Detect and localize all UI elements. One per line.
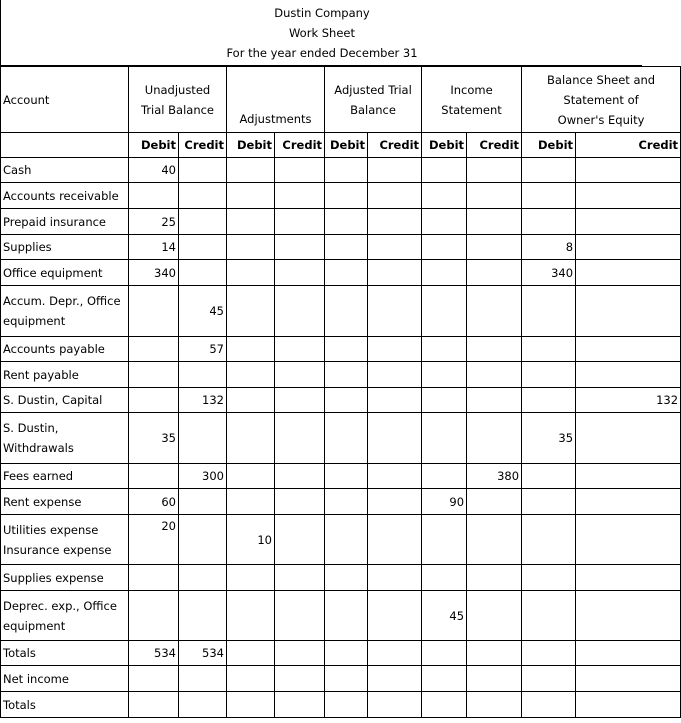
credit-cell <box>467 209 522 235</box>
credit-cell <box>275 515 325 565</box>
credit-cell <box>275 158 325 183</box>
credit-cell <box>576 413 681 464</box>
credit-cell <box>368 235 422 260</box>
debit-cell <box>227 209 275 235</box>
debit-cell <box>325 286 368 337</box>
table-row <box>1 388 681 413</box>
company-name: Dustin Company <box>274 6 370 20</box>
table-row <box>1 337 681 362</box>
debit-cell <box>422 666 467 692</box>
account-name-line: equipment <box>3 618 66 633</box>
group-line: Statement <box>441 102 502 117</box>
credit-cell: 132 <box>576 388 681 413</box>
debit-cell <box>325 158 368 183</box>
debit-cell <box>522 515 576 565</box>
group-line: Balance Sheet and <box>547 72 656 87</box>
debit-cell <box>227 158 275 183</box>
credit-cell <box>179 565 227 591</box>
credit-cell <box>275 209 325 235</box>
credit-cell <box>467 337 522 362</box>
group-income-statement <box>422 67 522 133</box>
credit-header: Credit <box>467 133 522 158</box>
debit-cell <box>422 158 467 183</box>
table-row <box>1 641 681 666</box>
debit-cell <box>129 591 179 641</box>
account-name: Net income <box>1 666 129 692</box>
account-name: Cash <box>1 158 129 183</box>
credit-cell <box>275 692 325 718</box>
credit-cell <box>179 260 227 286</box>
account-name <box>1 591 129 641</box>
table-row <box>1 260 681 286</box>
account-name <box>1 515 129 565</box>
debit-cell <box>227 666 275 692</box>
account-name-line: S. Dustin, <box>3 421 59 435</box>
debit-cell <box>227 413 275 464</box>
debit-cell <box>522 641 576 666</box>
debit-cell <box>422 692 467 718</box>
debit-cell <box>325 692 368 718</box>
credit-cell <box>275 565 325 591</box>
debit-cell <box>325 565 368 591</box>
credit-cell <box>275 591 325 641</box>
debit-cell <box>129 464 179 489</box>
credit-cell <box>576 362 681 388</box>
credit-cell <box>368 183 422 209</box>
debit-cell <box>422 183 467 209</box>
debit-cell <box>129 337 179 362</box>
table-row <box>1 362 681 388</box>
credit-cell <box>467 692 522 718</box>
debit-cell <box>227 388 275 413</box>
credit-cell <box>576 489 681 515</box>
group-balance-sheet <box>522 67 681 133</box>
credit-cell <box>467 489 522 515</box>
debit-header: Debit <box>522 133 576 158</box>
credit-cell <box>467 515 522 565</box>
credit-cell <box>275 183 325 209</box>
credit-cell <box>275 388 325 413</box>
credit-cell <box>368 489 422 515</box>
debit-cell <box>227 641 275 666</box>
debit-cell <box>522 565 576 591</box>
debit-cell: 40 <box>129 158 179 183</box>
debit-cell: 10 <box>227 515 275 565</box>
debit-cell <box>522 591 576 641</box>
debit-cell <box>325 388 368 413</box>
debit-cell: 35 <box>522 413 576 464</box>
debit-cell <box>129 362 179 388</box>
credit-cell <box>368 464 422 489</box>
credit-cell <box>368 337 422 362</box>
table-row <box>1 515 681 565</box>
worksheet-table <box>0 66 681 718</box>
debit-cell <box>129 286 179 337</box>
group-line: Balance <box>350 102 396 117</box>
account-name-line: Insurance expense <box>3 542 112 557</box>
credit-cell: 57 <box>179 337 227 362</box>
debit-cell <box>227 565 275 591</box>
debit-cell <box>422 337 467 362</box>
credit-cell <box>467 666 522 692</box>
debit-cell: 20 <box>129 515 179 565</box>
credit-cell: 380 <box>467 464 522 489</box>
table-row <box>1 413 681 464</box>
credit-cell <box>179 183 227 209</box>
debit-cell: 340 <box>522 260 576 286</box>
account-name-line: Utilities expense <box>3 522 99 537</box>
credit-cell <box>179 413 227 464</box>
account-name: S. Dustin, Capital <box>1 388 129 413</box>
group-line: Income <box>450 82 493 97</box>
credit-cell <box>576 641 681 666</box>
credit-cell <box>275 666 325 692</box>
credit-cell <box>467 362 522 388</box>
account-subheader-blank <box>1 133 129 158</box>
credit-cell <box>576 591 681 641</box>
debit-cell: 25 <box>129 209 179 235</box>
sheet-title: Work Sheet <box>288 26 356 40</box>
account-name-line: Deprec. exp., Office <box>3 598 117 613</box>
credit-cell <box>275 489 325 515</box>
credit-cell <box>576 565 681 591</box>
debit-cell <box>129 183 179 209</box>
credit-cell <box>576 235 681 260</box>
table-row <box>1 158 681 183</box>
group-line: Adjustments <box>239 112 312 126</box>
table-row <box>1 209 681 235</box>
credit-cell <box>368 565 422 591</box>
credit-cell <box>576 286 681 337</box>
credit-cell <box>275 464 325 489</box>
table-row <box>1 235 681 260</box>
account-name: Fees earned <box>1 464 129 489</box>
credit-cell <box>467 591 522 641</box>
group-line: Unadjusted <box>144 82 211 97</box>
credit-cell <box>576 515 681 565</box>
credit-cell <box>275 413 325 464</box>
debit-cell <box>129 666 179 692</box>
debit-cell <box>227 692 275 718</box>
debit-cell <box>325 337 368 362</box>
table-row <box>1 565 681 591</box>
debit-cell <box>422 464 467 489</box>
account-name: Supplies <box>1 235 129 260</box>
account-name: Totals <box>1 641 129 666</box>
account-name <box>1 413 129 464</box>
account-name: Prepaid insurance <box>1 209 129 235</box>
debit-cell <box>422 286 467 337</box>
credit-cell <box>275 260 325 286</box>
debit-cell <box>325 641 368 666</box>
debit-cell <box>325 183 368 209</box>
account-name <box>1 286 129 337</box>
debit-cell <box>422 413 467 464</box>
debit-header: Debit <box>325 133 368 158</box>
group-line: Adjusted Trial <box>334 82 412 97</box>
debit-cell <box>325 260 368 286</box>
credit-cell <box>368 209 422 235</box>
debit-cell <box>422 515 467 565</box>
debit-cell <box>325 489 368 515</box>
credit-cell <box>467 260 522 286</box>
account-column-header: Account <box>1 67 129 133</box>
debit-cell <box>422 235 467 260</box>
account-name-line: Withdrawals <box>3 441 74 455</box>
account-name-line: Accum. Depr., Office <box>3 294 121 308</box>
table-row <box>1 489 681 515</box>
credit-cell <box>368 692 422 718</box>
credit-header: Credit <box>576 133 681 158</box>
credit-cell <box>179 666 227 692</box>
debit-cell <box>325 362 368 388</box>
debit-cell <box>325 515 368 565</box>
debit-cell <box>325 666 368 692</box>
debit-cell <box>325 464 368 489</box>
credit-header: Credit <box>275 133 325 158</box>
credit-cell <box>576 209 681 235</box>
debit-cell <box>522 464 576 489</box>
credit-cell <box>275 235 325 260</box>
credit-header: Credit <box>368 133 422 158</box>
debit-cell <box>129 692 179 718</box>
debit-cell: 35 <box>129 413 179 464</box>
debit-cell <box>422 362 467 388</box>
debit-cell <box>522 666 576 692</box>
account-name: Totals <box>1 692 129 718</box>
group-header-row <box>1 67 681 133</box>
debit-cell <box>522 337 576 362</box>
credit-cell <box>179 489 227 515</box>
debit-cell: 14 <box>129 235 179 260</box>
credit-cell <box>368 388 422 413</box>
debit-cell <box>227 464 275 489</box>
debit-cell <box>522 388 576 413</box>
credit-cell <box>179 158 227 183</box>
credit-cell <box>179 235 227 260</box>
debit-cell <box>325 235 368 260</box>
group-line: Trial Balance <box>140 102 215 117</box>
credit-cell <box>576 183 681 209</box>
table-row <box>1 464 681 489</box>
credit-cell <box>368 666 422 692</box>
account-name: Rent payable <box>1 362 129 388</box>
credit-cell <box>576 464 681 489</box>
credit-cell <box>576 260 681 286</box>
group-adjustments <box>227 67 325 133</box>
group-unadjusted-trial-balance <box>129 67 227 133</box>
debit-cell <box>422 388 467 413</box>
table-row <box>1 692 681 718</box>
table-row <box>1 183 681 209</box>
debit-cell <box>227 183 275 209</box>
credit-cell <box>467 565 522 591</box>
account-name: Office equipment <box>1 260 129 286</box>
account-name-line: equipment <box>3 314 66 328</box>
debit-cell <box>227 260 275 286</box>
debit-cell <box>522 489 576 515</box>
table-row <box>1 666 681 692</box>
credit-cell: 45 <box>179 286 227 337</box>
debit-cell: 340 <box>129 260 179 286</box>
debit-cell <box>422 209 467 235</box>
credit-cell: 300 <box>179 464 227 489</box>
group-line: Statement of <box>563 92 639 107</box>
debit-cell <box>227 591 275 641</box>
credit-cell <box>368 413 422 464</box>
debit-cell <box>422 641 467 666</box>
debit-header: Debit <box>422 133 467 158</box>
debit-cell <box>522 209 576 235</box>
group-line: Owner's Equity <box>557 112 645 127</box>
credit-cell <box>467 641 522 666</box>
debit-cell <box>325 591 368 641</box>
credit-cell <box>179 692 227 718</box>
credit-cell <box>179 515 227 565</box>
debit-cell <box>422 565 467 591</box>
credit-cell <box>368 515 422 565</box>
group-adjusted-trial-balance <box>325 67 422 133</box>
title-block <box>0 0 642 66</box>
debit-cell <box>522 183 576 209</box>
credit-cell <box>368 286 422 337</box>
debit-cell <box>422 260 467 286</box>
account-name: Supplies expense <box>1 565 129 591</box>
credit-cell <box>368 591 422 641</box>
credit-cell <box>368 158 422 183</box>
debit-cell: 90 <box>422 489 467 515</box>
debit-cell: 45 <box>422 591 467 641</box>
account-name: Accounts payable <box>1 337 129 362</box>
credit-cell <box>467 158 522 183</box>
credit-cell <box>179 209 227 235</box>
credit-cell <box>275 362 325 388</box>
debit-cell: 534 <box>129 641 179 666</box>
credit-cell <box>467 183 522 209</box>
debit-cell <box>129 388 179 413</box>
account-name: Rent expense <box>1 489 129 515</box>
credit-cell <box>467 388 522 413</box>
credit-cell <box>467 413 522 464</box>
table-row <box>1 286 681 337</box>
debit-cell <box>129 565 179 591</box>
debit-cell: 60 <box>129 489 179 515</box>
debit-cell <box>522 286 576 337</box>
table-row <box>1 591 681 641</box>
debit-header: Debit <box>227 133 275 158</box>
debit-cell <box>227 286 275 337</box>
period-line: For the year ended December 31 <box>226 46 418 60</box>
credit-cell <box>275 286 325 337</box>
debit-cell <box>522 362 576 388</box>
credit-cell <box>576 666 681 692</box>
credit-cell <box>179 591 227 641</box>
debit-cell: 8 <box>522 235 576 260</box>
credit-cell: 534 <box>179 641 227 666</box>
credit-cell <box>368 362 422 388</box>
debit-cell <box>325 209 368 235</box>
debit-cell <box>325 413 368 464</box>
debit-cell <box>227 235 275 260</box>
credit-cell <box>179 362 227 388</box>
debit-cell <box>227 362 275 388</box>
credit-cell: 132 <box>179 388 227 413</box>
credit-cell <box>467 235 522 260</box>
credit-cell <box>275 337 325 362</box>
debit-cell <box>522 158 576 183</box>
account-name: Accounts receivable <box>1 183 129 209</box>
credit-cell <box>368 641 422 666</box>
credit-cell <box>576 692 681 718</box>
credit-header: Credit <box>179 133 227 158</box>
credit-cell <box>467 286 522 337</box>
credit-cell <box>368 260 422 286</box>
credit-cell <box>275 641 325 666</box>
debit-cell <box>227 337 275 362</box>
credit-cell <box>576 158 681 183</box>
debit-header: Debit <box>129 133 179 158</box>
credit-cell <box>576 337 681 362</box>
debit-cell <box>227 489 275 515</box>
debit-cell <box>522 692 576 718</box>
debit-credit-header-row <box>1 133 681 158</box>
